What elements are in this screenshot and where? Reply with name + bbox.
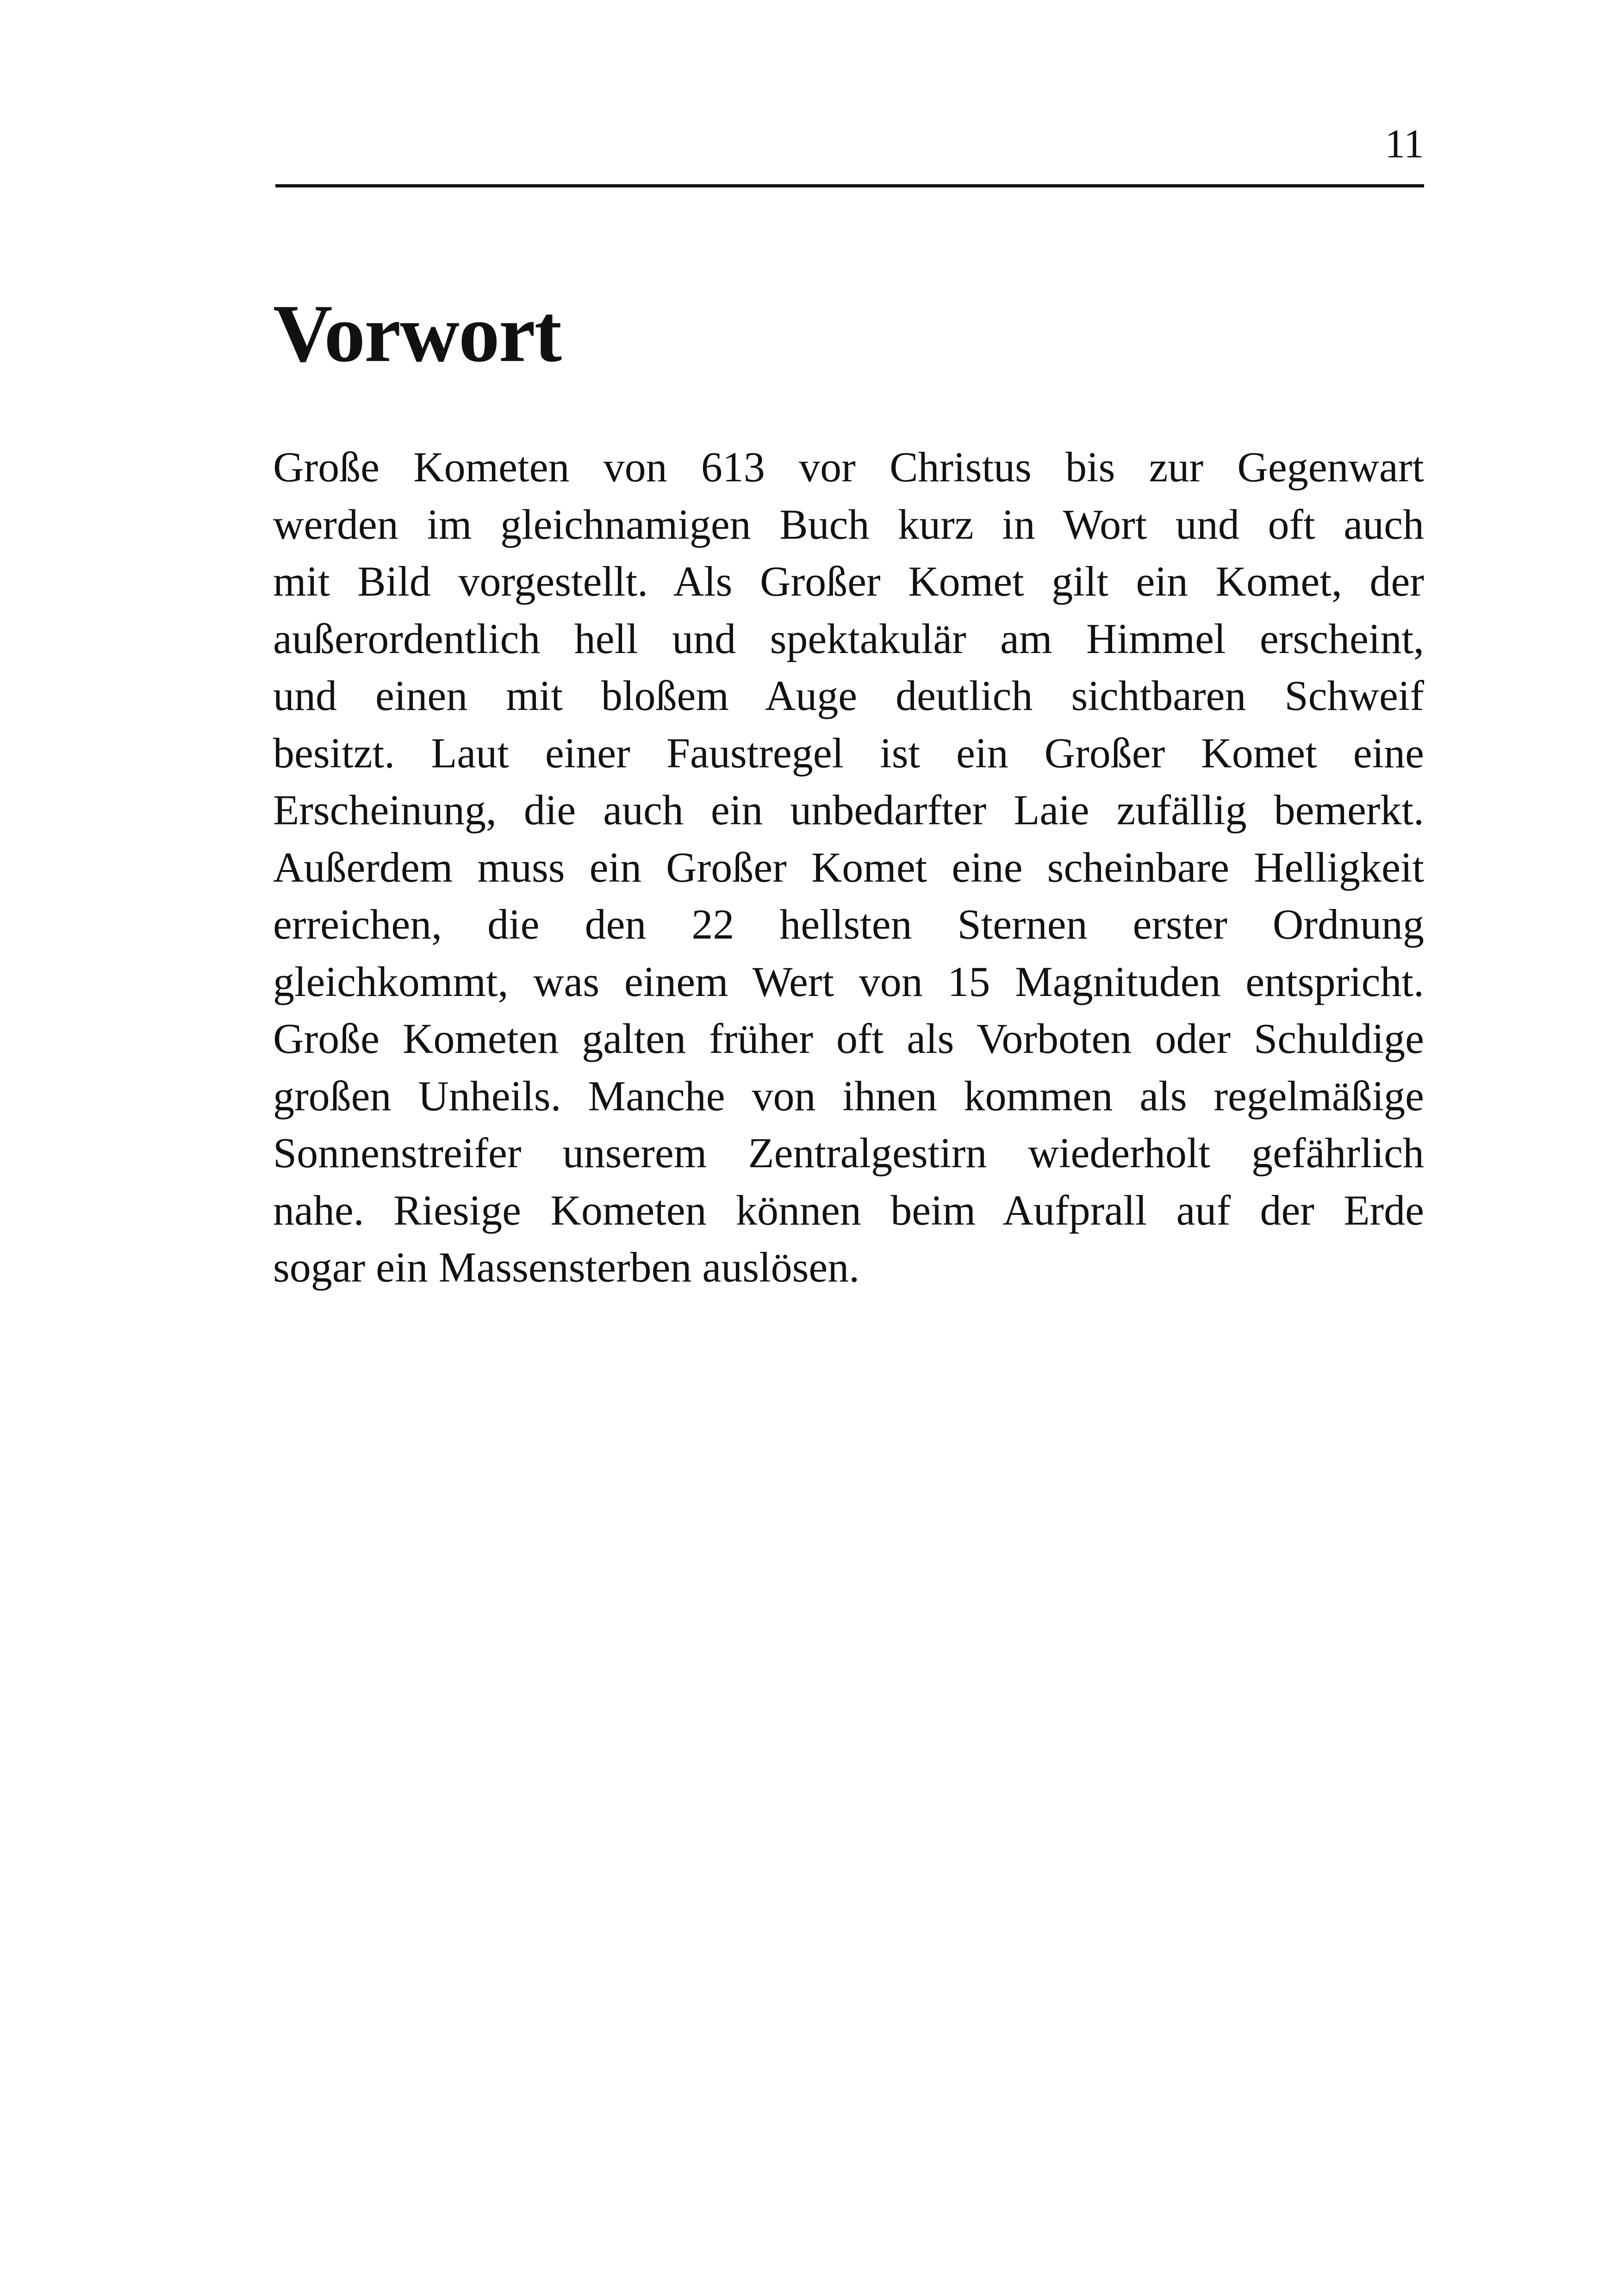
body-line: nahe. Riesige Kometen können beim Aufprall auf der Erde [273,1186,1424,1234]
body-line: und einen mit bloßem Auge deutlich sichtbaren Schweif [273,672,1424,719]
body-line: gleichkommt, was einem Wert von 15 Magnituden entspricht. [273,958,1424,1005]
body-line: werden im gleichnamigen Buch kurz in Wort und oft auch [273,500,1424,548]
header-rule [275,184,1424,187]
body-line: großen Unheils. Manche von ihnen kommen als regelmäßige [273,1072,1424,1120]
body-line: Große Kometen von 613 vor Christus bis zur Gegenwart [273,443,1424,491]
body-line: besitzt. Laut einer Faustregel ist ein Großer Komet eine [273,729,1424,777]
body-line: Außerdem muss ein Großer Komet eine scheinbare Helligkeit [273,843,1424,891]
body-line: Große Kometen galten früher oft als Vorboten oder Schuldige [273,1015,1424,1062]
page-number: 11 [1385,122,1424,167]
body-line: Sonnenstreifer unserem Zentralgestirn wiederholt gefährlich [273,1129,1424,1176]
body-line: erreichen, die den 22 hellsten Sternen erster Ordnung [273,901,1424,948]
chapter-title: Vorwort [273,287,561,379]
body-line: mit Bild vorgestellt. Als Großer Komet gilt ein Komet, der [273,558,1424,605]
body-paragraph [273,439,1424,1296]
body-line: Erscheinung, die auch ein unbedarfter Laie zufällig bemerkt. [273,786,1424,834]
body-line: sogar ein Massensterben auslösen. [273,1244,860,1291]
body-line: außerordentlich hell und spektakulär am Himmel erscheint, [273,615,1424,662]
